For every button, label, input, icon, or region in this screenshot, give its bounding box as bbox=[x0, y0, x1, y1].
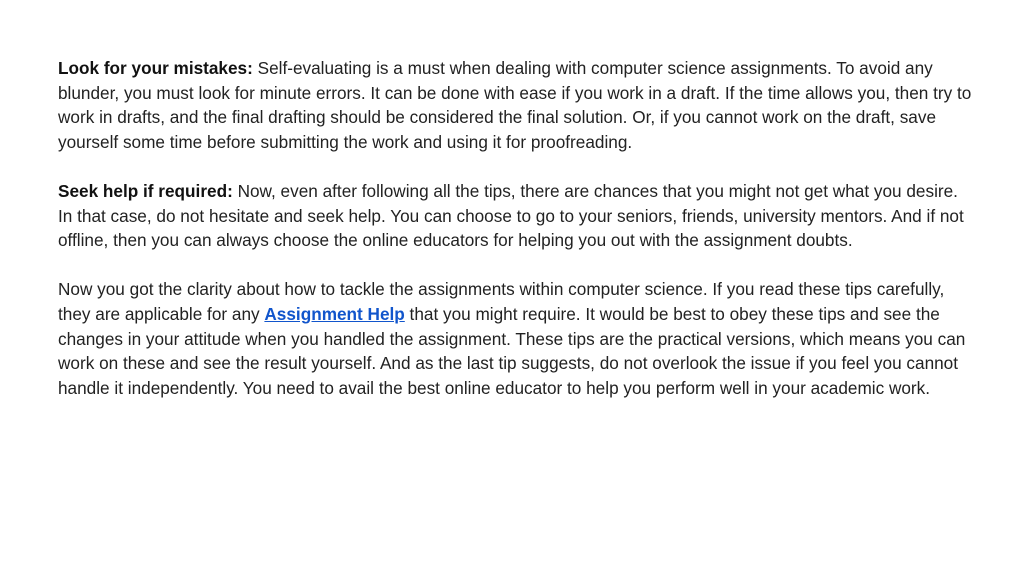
paragraph-conclusion-text-after: that you might require. It would be best to obey these tips and see the changes in your attitude when you handled the assignment. These tips are the practical versions, which means you can work on these and see the result yourself. And as the last tip suggests, do not overlook the issue if you feel you cannot handle it independently. You need to avail the best online educator to help you perform well in your academic work. bbox=[58, 303, 966, 398]
assignment-help-link[interactable]: Assignment Help bbox=[264, 303, 405, 324]
paragraph-mistakes-text: Self-evaluating is a must when dealing with computer science assignments. To avoid any blunder, you must look for minute errors. It can be done with ease if you work in a draft. If the time allows you, then try to work in drafts, and the final drafting should be considered the final solution. Or, if you cannot work on the draft, save yourself some time before submitting the work and using it for proofreading. bbox=[58, 58, 972, 152]
paragraph-conclusion-text-before: Now you got the clarity about how to tackle the assignments within computer science. If you read these tips carefully, they are applicable for any bbox=[58, 279, 945, 324]
paragraph-seek-help-text: Now, even after following all the tips, there are chances that you might not get what you desire. In that case, do not hesitate and seek help. You can choose to go to your seniors, friends, university mentors. And if not offline, then you can always choose the online educators for helping you out with the assignment doubts. bbox=[58, 180, 964, 251]
heading-seek-help: Seek help if required: bbox=[58, 180, 233, 201]
paragraph-conclusion bbox=[58, 277, 973, 400]
paragraph-seek-help bbox=[58, 179, 973, 253]
heading-mistakes: Look for your mistakes: bbox=[58, 58, 253, 78]
paragraph-mistakes bbox=[58, 56, 973, 154]
document-body bbox=[58, 56, 973, 425]
